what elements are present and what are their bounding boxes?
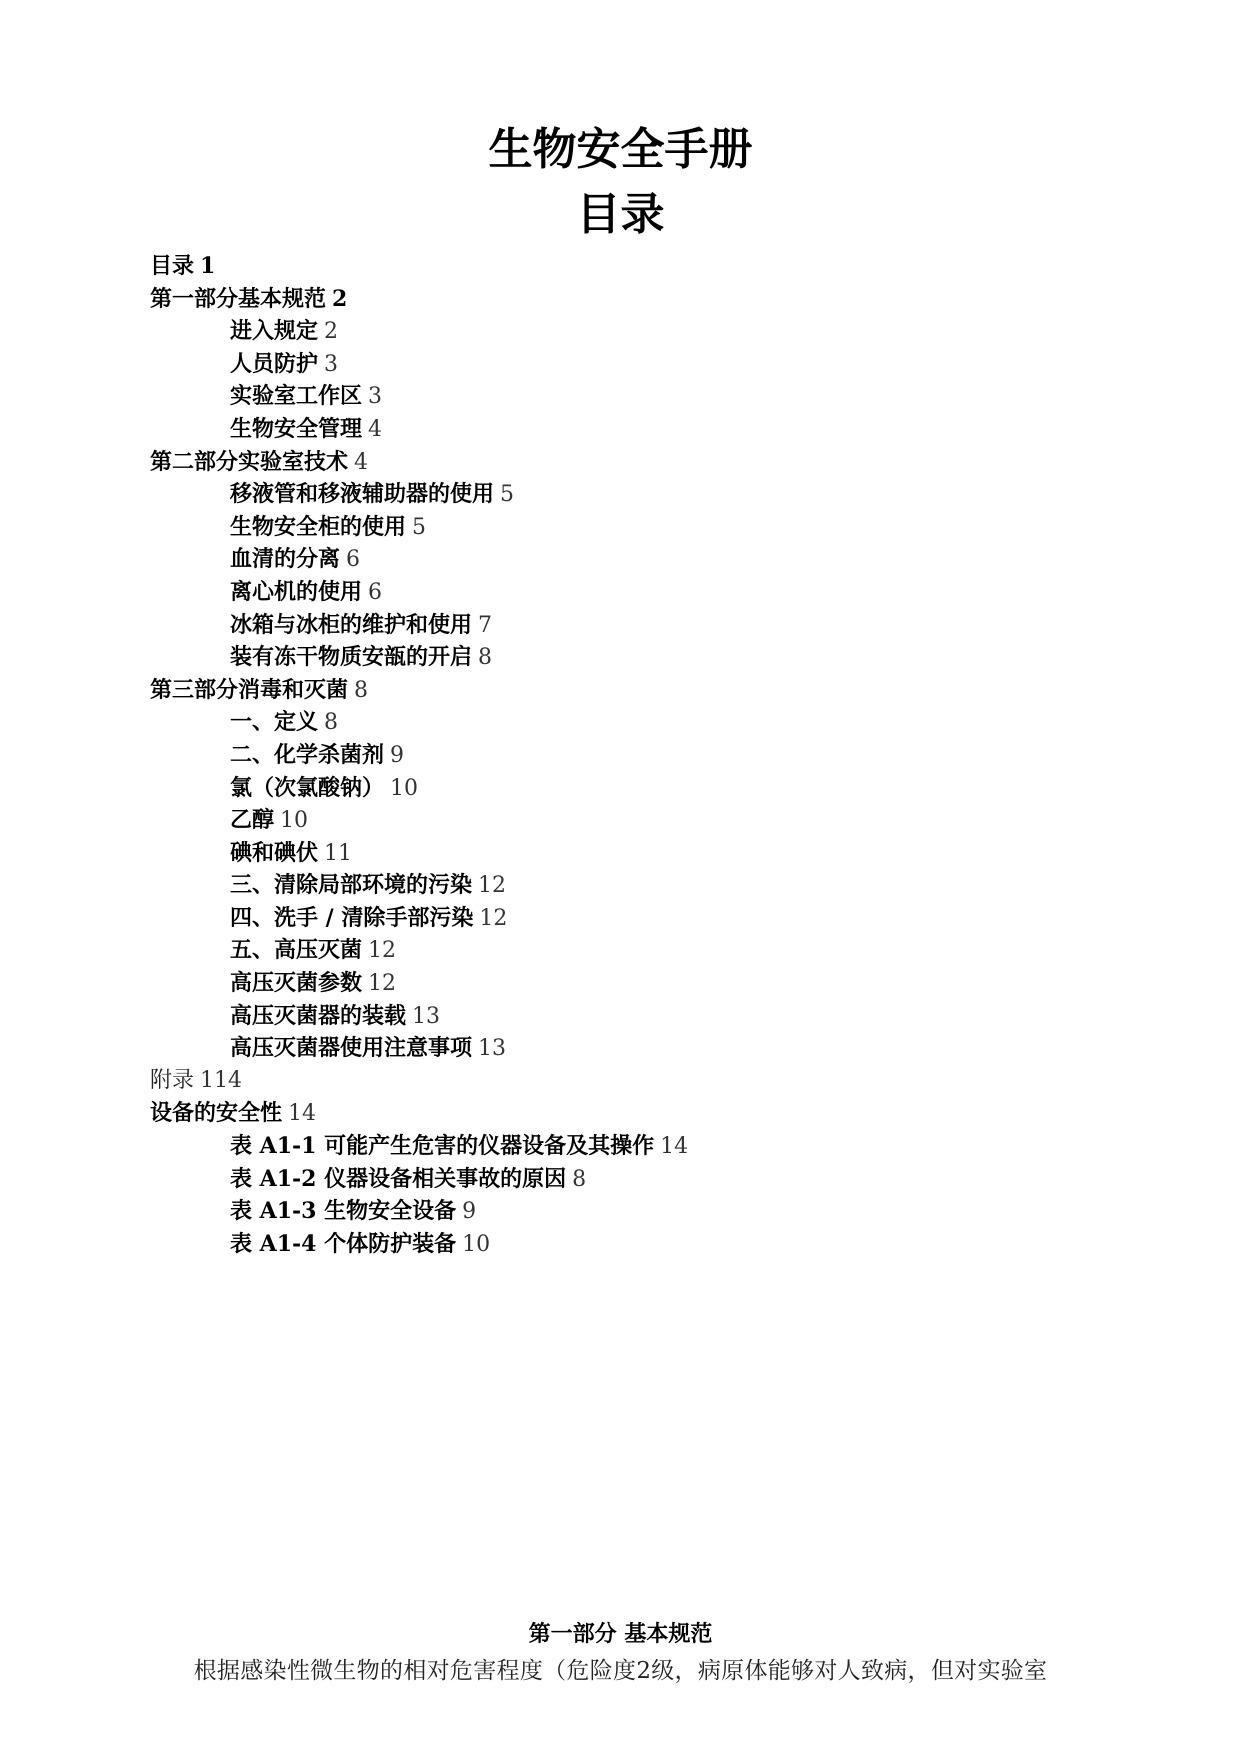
toc-entry-text: 离心机的使用 xyxy=(230,578,363,605)
toc-entry-text: 二、化学杀菌剂 xyxy=(230,741,385,768)
toc-entry-text: 血清的分离 xyxy=(230,546,341,573)
toc-entry[interactable] xyxy=(150,543,1100,576)
toc-entry-page-number: 4 xyxy=(368,416,383,442)
toc-entry-page-number: 12 xyxy=(368,938,397,964)
toc-entry-text: 乙醇 xyxy=(230,807,275,834)
toc-entry-page-number: 7 xyxy=(478,612,493,638)
toc-entry[interactable] xyxy=(150,1097,1100,1130)
toc-entry-page-number: 10 xyxy=(462,1231,491,1257)
document-title: 生物安全手册 xyxy=(488,124,753,175)
toc-entry[interactable] xyxy=(150,739,1100,772)
toc-entry-text: 第二部分实验室技术 xyxy=(150,448,349,475)
toc-entry-page-number: 8 xyxy=(478,645,493,671)
toc-entry[interactable] xyxy=(150,348,1100,381)
section-heading: 第一部分 基本规范 xyxy=(528,1621,713,1647)
toc-entry[interactable] xyxy=(150,869,1100,902)
toc-entry[interactable] xyxy=(150,967,1100,1000)
toc-entry[interactable] xyxy=(150,250,1100,283)
toc-entry[interactable] xyxy=(150,1000,1100,1033)
toc-entry-text: 生物安全柜的使用 xyxy=(230,513,407,540)
toc-entry-page-number: 6 xyxy=(346,547,361,573)
toc-entry-page-number: 12 xyxy=(368,971,397,997)
toc-entry[interactable] xyxy=(150,283,1100,316)
toc-entry-text: 三、清除局部环境的污染 xyxy=(230,872,473,899)
toc-entry[interactable] xyxy=(150,902,1100,935)
toc-entry-text: 装有冻干物质安瓿的开启 xyxy=(230,644,473,671)
toc-entry[interactable] xyxy=(150,772,1100,805)
toc-entry-text: 设备的安全性 xyxy=(150,1100,283,1127)
toc-entry-page-number: 14 xyxy=(660,1134,689,1160)
toc-entry-text: 人员防护 xyxy=(230,350,319,377)
toc-entry-text: 移液管和移液辅助器的使用 xyxy=(230,481,495,508)
toc-entry-page-number: 8 xyxy=(572,1166,587,1192)
toc-entry[interactable] xyxy=(150,706,1100,739)
toc-entry[interactable] xyxy=(150,609,1100,642)
toc-entry-text: 四、洗手 / 清除手部污染 xyxy=(230,904,474,931)
toc-entry-page-number: 12 xyxy=(479,905,508,931)
toc-entry-text: 高压灭菌器的装载 xyxy=(230,1002,407,1029)
toc-entry-text: 第一部分基本规范 xyxy=(150,285,327,312)
toc-entry[interactable] xyxy=(150,413,1100,446)
toc-entry[interactable] xyxy=(150,315,1100,348)
toc-entry[interactable] xyxy=(150,1130,1100,1163)
toc-entry[interactable] xyxy=(150,674,1100,707)
toc-entry-page-number: 5 xyxy=(500,482,515,508)
section-body-text: 根据感染性微生物的相对危害程度（危险度2级，病原体能够对人致病，但对实验室 xyxy=(193,1658,1048,1684)
toc-entry-page-number: 11 xyxy=(324,840,353,866)
toc-entry[interactable] xyxy=(150,1195,1100,1228)
toc-entry-page-number: 8 xyxy=(354,677,369,703)
toc-heading: 目录 xyxy=(576,189,665,240)
toc-entry-text: 一、定义 xyxy=(230,709,319,736)
toc-entry-text: 表 A1-4 个体防护装备 xyxy=(230,1230,457,1257)
toc-entry[interactable] xyxy=(150,1163,1100,1196)
toc-entry-text: 第三部分消毒和灭菌 xyxy=(150,676,349,703)
toc-entry-text: 表 A1-3 生物安全设备 xyxy=(230,1198,457,1225)
toc-entry-text: 目录 xyxy=(150,253,195,279)
toc-entry-text: 进入规定 xyxy=(230,318,319,345)
toc-entry-page-number: 6 xyxy=(368,579,383,605)
toc-entry-text: 冰箱与冰柜的维护和使用 xyxy=(230,611,473,638)
toc-entry-page-number: 8 xyxy=(324,710,339,736)
toc-entry-text: 表 A1-1 可能产生危害的仪器设备及其操作 xyxy=(230,1133,655,1160)
toc-entry[interactable] xyxy=(150,446,1100,479)
toc-entry[interactable] xyxy=(150,380,1100,413)
toc-entry-page-number: 5 xyxy=(412,514,427,540)
toc-entry-page-number: 3 xyxy=(368,384,383,410)
toc-entry-text: 氯（次氯酸钠） xyxy=(230,774,385,801)
toc-entry-page-number: 4 xyxy=(354,449,369,475)
toc-entry[interactable] xyxy=(150,804,1100,837)
toc-entry-page-number: 114 xyxy=(200,1067,243,1093)
table-of-contents xyxy=(150,250,1100,1260)
toc-entry-page-number: 9 xyxy=(462,1199,477,1225)
toc-entry-text: 实验室工作区 xyxy=(230,383,363,410)
toc-entry-page-number: 3 xyxy=(324,351,339,377)
toc-entry-page-number: 1 xyxy=(200,253,216,279)
toc-entry[interactable] xyxy=(150,934,1100,967)
toc-entry-page-number: 9 xyxy=(390,742,405,768)
toc-entry[interactable] xyxy=(150,511,1100,544)
toc-entry[interactable] xyxy=(150,1065,1100,1098)
toc-entry[interactable] xyxy=(150,1032,1100,1065)
toc-entry-text: 高压灭菌参数 xyxy=(230,970,363,997)
toc-entry[interactable] xyxy=(150,478,1100,511)
toc-entry-text: 附录 xyxy=(150,1067,195,1093)
toc-entry-page-number: 10 xyxy=(390,775,419,801)
toc-entry-text: 生物安全管理 xyxy=(230,415,363,442)
toc-entry-page-number: 12 xyxy=(478,873,507,899)
toc-entry-text: 碘和碘伏 xyxy=(230,839,319,866)
toc-entry-page-number: 2 xyxy=(324,319,339,345)
toc-entry-text: 高压灭菌器使用注意事项 xyxy=(230,1035,473,1062)
toc-entry-page-number: 10 xyxy=(280,808,309,834)
toc-entry-page-number: 13 xyxy=(478,1036,507,1062)
toc-entry-page-number: 13 xyxy=(412,1003,441,1029)
toc-entry-page-number: 14 xyxy=(288,1101,317,1127)
toc-entry[interactable] xyxy=(150,641,1100,674)
toc-entry[interactable] xyxy=(150,1228,1100,1261)
toc-entry-page-number: 2 xyxy=(332,285,348,312)
toc-entry-text: 五、高压灭菌 xyxy=(230,937,363,964)
toc-entry[interactable] xyxy=(150,576,1100,609)
toc-entry-text: 表 A1-2 仪器设备相关事故的原因 xyxy=(230,1165,567,1192)
toc-entry[interactable] xyxy=(150,837,1100,870)
